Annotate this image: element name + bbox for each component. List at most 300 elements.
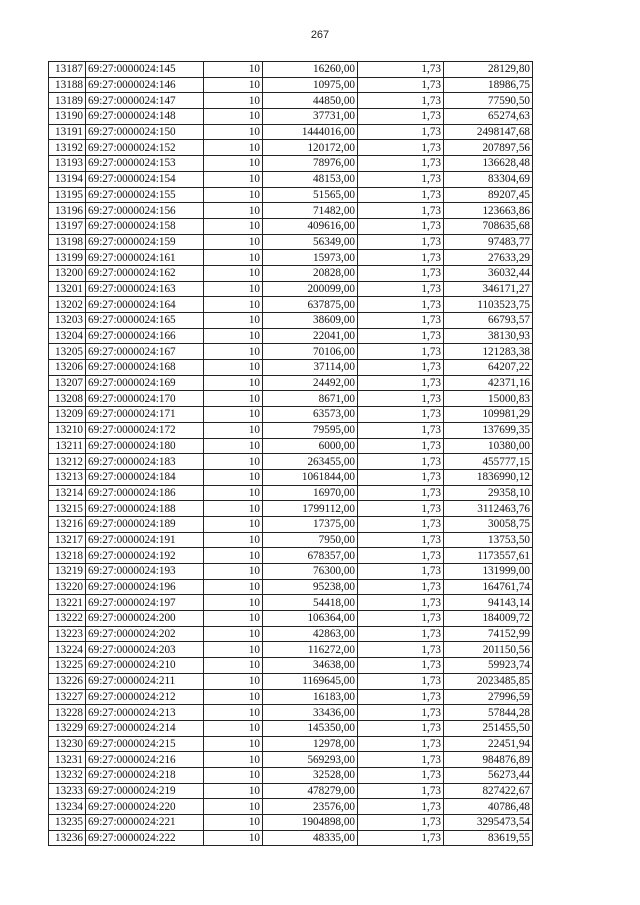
value-cell: 97483,77 — [444, 234, 533, 250]
area-cell: 48153,00 — [263, 171, 358, 187]
table-row — [49, 187, 533, 203]
table-row — [49, 422, 533, 438]
row-number-cell: 13198 — [49, 234, 86, 250]
table-row — [49, 171, 533, 187]
area-cell: 263455,00 — [263, 454, 358, 470]
row-number-cell: 13235 — [49, 815, 86, 831]
coefficient-cell: 1,73 — [358, 265, 444, 281]
value-cell: 123663,86 — [444, 203, 533, 219]
value-cell: 74152,99 — [444, 626, 533, 642]
coefficient-cell: 1,73 — [358, 77, 444, 93]
value-cell: 56273,44 — [444, 767, 533, 783]
rate-cell: 10 — [204, 281, 263, 297]
coefficient-cell: 1,73 — [358, 799, 444, 815]
table-row — [49, 454, 533, 470]
rate-cell: 10 — [204, 720, 263, 736]
area-cell: 145350,00 — [263, 720, 358, 736]
area-cell: 16970,00 — [263, 485, 358, 501]
value-cell: 59923,74 — [444, 658, 533, 674]
table-row — [49, 767, 533, 783]
area-cell: 95238,00 — [263, 579, 358, 595]
table-row — [49, 375, 533, 391]
cadastral-number-cell: 69:27:0000024:220 — [86, 799, 204, 815]
rate-cell: 10 — [204, 830, 263, 846]
coefficient-cell: 1,73 — [358, 705, 444, 721]
coefficient-cell: 1,73 — [358, 171, 444, 187]
coefficient-cell: 1,73 — [358, 673, 444, 689]
coefficient-cell: 1,73 — [358, 564, 444, 580]
value-cell: 89207,45 — [444, 187, 533, 203]
area-cell: 38609,00 — [263, 313, 358, 329]
cadastral-number-cell: 69:27:0000024:161 — [86, 250, 204, 266]
row-number-cell: 13194 — [49, 171, 86, 187]
cadastral-number-cell: 69:27:0000024:221 — [86, 815, 204, 831]
area-cell: 16183,00 — [263, 689, 358, 705]
row-number-cell: 13229 — [49, 720, 86, 736]
value-cell: 27633,29 — [444, 250, 533, 266]
cadastral-number-cell: 69:27:0000024:215 — [86, 736, 204, 752]
table-row — [49, 313, 533, 329]
cadastral-number-cell: 69:27:0000024:203 — [86, 642, 204, 658]
cadastral-number-cell: 69:27:0000024:152 — [86, 140, 204, 156]
table-row — [49, 673, 533, 689]
rate-cell: 10 — [204, 93, 263, 109]
value-cell: 346171,27 — [444, 281, 533, 297]
row-number-cell: 13203 — [49, 313, 86, 329]
area-cell: 1169645,00 — [263, 673, 358, 689]
coefficient-cell: 1,73 — [358, 328, 444, 344]
table-body — [49, 62, 533, 846]
row-number-cell: 13192 — [49, 140, 86, 156]
table-row — [49, 799, 533, 815]
table-row — [49, 218, 533, 234]
table-row — [49, 140, 533, 156]
rate-cell: 10 — [204, 548, 263, 564]
coefficient-cell: 1,73 — [358, 736, 444, 752]
value-cell: 455777,15 — [444, 454, 533, 470]
cadastral-number-cell: 69:27:0000024:180 — [86, 438, 204, 454]
row-number-cell: 13228 — [49, 705, 86, 721]
rate-cell: 10 — [204, 673, 263, 689]
cadastral-number-cell: 69:27:0000024:197 — [86, 595, 204, 611]
row-number-cell: 13216 — [49, 516, 86, 532]
coefficient-cell: 1,73 — [358, 344, 444, 360]
rate-cell: 10 — [204, 344, 263, 360]
rate-cell: 10 — [204, 564, 263, 580]
area-cell: 12978,00 — [263, 736, 358, 752]
coefficient-cell: 1,73 — [358, 579, 444, 595]
row-number-cell: 13190 — [49, 109, 86, 125]
area-cell: 37114,00 — [263, 360, 358, 376]
table-row — [49, 752, 533, 768]
cadastral-number-cell: 69:27:0000024:163 — [86, 281, 204, 297]
value-cell: 30058,75 — [444, 516, 533, 532]
row-number-cell: 13188 — [49, 77, 86, 93]
cadastral-number-cell: 69:27:0000024:218 — [86, 767, 204, 783]
rate-cell: 10 — [204, 124, 263, 140]
coefficient-cell: 1,73 — [358, 595, 444, 611]
table-row — [49, 626, 533, 642]
coefficient-cell: 1,73 — [358, 548, 444, 564]
coefficient-cell: 1,73 — [358, 485, 444, 501]
coefficient-cell: 1,73 — [358, 109, 444, 125]
cadastral-number-cell: 69:27:0000024:158 — [86, 218, 204, 234]
table-row — [49, 297, 533, 313]
area-cell: 33436,00 — [263, 705, 358, 721]
row-number-cell: 13199 — [49, 250, 86, 266]
value-cell: 36032,44 — [444, 265, 533, 281]
rate-cell: 10 — [204, 62, 263, 78]
area-cell: 106364,00 — [263, 611, 358, 627]
row-number-cell: 13200 — [49, 265, 86, 281]
value-cell: 38130,93 — [444, 328, 533, 344]
rate-cell: 10 — [204, 579, 263, 595]
value-cell: 22451,94 — [444, 736, 533, 752]
rate-cell: 10 — [204, 375, 263, 391]
table-row — [49, 830, 533, 846]
value-cell: 2498147,68 — [444, 124, 533, 140]
area-cell: 63573,00 — [263, 407, 358, 423]
rate-cell: 10 — [204, 77, 263, 93]
rate-cell: 10 — [204, 203, 263, 219]
rate-cell: 10 — [204, 297, 263, 313]
coefficient-cell: 1,73 — [358, 689, 444, 705]
table-row — [49, 360, 533, 376]
cadastral-number-cell: 69:27:0000024:202 — [86, 626, 204, 642]
cadastral-number-cell: 69:27:0000024:170 — [86, 391, 204, 407]
table-row — [49, 469, 533, 485]
rate-cell: 10 — [204, 611, 263, 627]
cadastral-number-cell: 69:27:0000024:210 — [86, 658, 204, 674]
value-cell: 121283,38 — [444, 344, 533, 360]
cadastral-number-cell: 69:27:0000024:169 — [86, 375, 204, 391]
rate-cell: 10 — [204, 156, 263, 172]
coefficient-cell: 1,73 — [358, 611, 444, 627]
area-cell: 44850,00 — [263, 93, 358, 109]
rate-cell: 10 — [204, 815, 263, 831]
cadastral-number-cell: 69:27:0000024:156 — [86, 203, 204, 219]
cadastral-number-cell: 69:27:0000024:211 — [86, 673, 204, 689]
table-row — [49, 281, 533, 297]
cadastral-number-cell: 69:27:0000024:212 — [86, 689, 204, 705]
value-cell: 83304,69 — [444, 171, 533, 187]
table-row — [49, 642, 533, 658]
cadastral-number-cell: 69:27:0000024:191 — [86, 532, 204, 548]
value-cell: 83619,55 — [444, 830, 533, 846]
area-cell: 7950,00 — [263, 532, 358, 548]
value-cell: 10380,00 — [444, 438, 533, 454]
value-cell: 28129,80 — [444, 62, 533, 78]
value-cell: 164761,74 — [444, 579, 533, 595]
rate-cell: 10 — [204, 689, 263, 705]
row-number-cell: 13197 — [49, 218, 86, 234]
table-row — [49, 516, 533, 532]
row-number-cell: 13213 — [49, 469, 86, 485]
coefficient-cell: 1,73 — [358, 767, 444, 783]
area-cell: 70106,00 — [263, 344, 358, 360]
rate-cell: 10 — [204, 658, 263, 674]
value-cell: 13753,50 — [444, 532, 533, 548]
table-row — [49, 250, 533, 266]
rate-cell: 10 — [204, 250, 263, 266]
cadastral-number-cell: 69:27:0000024:167 — [86, 344, 204, 360]
rate-cell: 10 — [204, 595, 263, 611]
row-number-cell: 13224 — [49, 642, 86, 658]
row-number-cell: 13222 — [49, 611, 86, 627]
cadastral-number-cell: 69:27:0000024:153 — [86, 156, 204, 172]
cadastral-number-cell: 69:27:0000024:172 — [86, 422, 204, 438]
cadastral-number-cell: 69:27:0000024:219 — [86, 783, 204, 799]
cadastral-number-cell: 69:27:0000024:192 — [86, 548, 204, 564]
value-cell: 27996,59 — [444, 689, 533, 705]
value-cell: 251455,50 — [444, 720, 533, 736]
coefficient-cell: 1,73 — [358, 62, 444, 78]
value-cell: 57844,28 — [444, 705, 533, 721]
row-number-cell: 13223 — [49, 626, 86, 642]
row-number-cell: 13189 — [49, 93, 86, 109]
coefficient-cell: 1,73 — [358, 375, 444, 391]
cadastral-number-cell: 69:27:0000024:148 — [86, 109, 204, 125]
area-cell: 478279,00 — [263, 783, 358, 799]
table-row — [49, 124, 533, 140]
coefficient-cell: 1,73 — [358, 516, 444, 532]
coefficient-cell: 1,73 — [358, 642, 444, 658]
value-cell: 207897,56 — [444, 140, 533, 156]
rate-cell: 10 — [204, 187, 263, 203]
area-cell: 16260,00 — [263, 62, 358, 78]
table-row — [49, 705, 533, 721]
cadastral-number-cell: 69:27:0000024:159 — [86, 234, 204, 250]
area-cell: 24492,00 — [263, 375, 358, 391]
row-number-cell: 13220 — [49, 579, 86, 595]
area-cell: 48335,00 — [263, 830, 358, 846]
cadastral-number-cell: 69:27:0000024:171 — [86, 407, 204, 423]
row-number-cell: 13215 — [49, 501, 86, 517]
row-number-cell: 13210 — [49, 422, 86, 438]
value-cell: 184009,72 — [444, 611, 533, 627]
area-cell: 1061844,00 — [263, 469, 358, 485]
area-cell: 20828,00 — [263, 265, 358, 281]
coefficient-cell: 1,73 — [358, 830, 444, 846]
row-number-cell: 13212 — [49, 454, 86, 470]
value-cell: 1173557,61 — [444, 548, 533, 564]
coefficient-cell: 1,73 — [358, 391, 444, 407]
area-cell: 637875,00 — [263, 297, 358, 313]
coefficient-cell: 1,73 — [358, 532, 444, 548]
row-number-cell: 13218 — [49, 548, 86, 564]
coefficient-cell: 1,73 — [358, 454, 444, 470]
rate-cell: 10 — [204, 218, 263, 234]
row-number-cell: 13209 — [49, 407, 86, 423]
area-cell: 23576,00 — [263, 799, 358, 815]
rate-cell: 10 — [204, 469, 263, 485]
value-cell: 708635,68 — [444, 218, 533, 234]
rate-cell: 10 — [204, 140, 263, 156]
cadastral-number-cell: 69:27:0000024:188 — [86, 501, 204, 517]
table-row — [49, 344, 533, 360]
cadastral-number-cell: 69:27:0000024:193 — [86, 564, 204, 580]
cadastral-number-cell: 69:27:0000024:150 — [86, 124, 204, 140]
cadastral-table — [48, 61, 533, 846]
value-cell: 137699,35 — [444, 422, 533, 438]
coefficient-cell: 1,73 — [358, 501, 444, 517]
area-cell: 78976,00 — [263, 156, 358, 172]
cadastral-number-cell: 69:27:0000024:213 — [86, 705, 204, 721]
row-number-cell: 13201 — [49, 281, 86, 297]
table-row — [49, 658, 533, 674]
table-row — [49, 62, 533, 78]
area-cell: 22041,00 — [263, 328, 358, 344]
cadastral-number-cell: 69:27:0000024:222 — [86, 830, 204, 846]
value-cell: 42371,16 — [444, 375, 533, 391]
table-row — [49, 156, 533, 172]
table-row — [49, 77, 533, 93]
value-cell: 1103523,75 — [444, 297, 533, 313]
rate-cell: 10 — [204, 642, 263, 658]
value-cell: 40786,48 — [444, 799, 533, 815]
row-number-cell: 13191 — [49, 124, 86, 140]
row-number-cell: 13204 — [49, 328, 86, 344]
table-row — [49, 548, 533, 564]
rate-cell: 10 — [204, 799, 263, 815]
cadastral-number-cell: 69:27:0000024:154 — [86, 171, 204, 187]
table-row — [49, 815, 533, 831]
table-row — [49, 234, 533, 250]
cadastral-number-cell: 69:27:0000024:214 — [86, 720, 204, 736]
row-number-cell: 13233 — [49, 783, 86, 799]
area-cell: 1799112,00 — [263, 501, 358, 517]
cadastral-number-cell: 69:27:0000024:146 — [86, 77, 204, 93]
coefficient-cell: 1,73 — [358, 407, 444, 423]
rate-cell: 10 — [204, 783, 263, 799]
area-cell: 17375,00 — [263, 516, 358, 532]
row-number-cell: 13230 — [49, 736, 86, 752]
coefficient-cell: 1,73 — [358, 281, 444, 297]
coefficient-cell: 1,73 — [358, 156, 444, 172]
rate-cell: 10 — [204, 532, 263, 548]
area-cell: 79595,00 — [263, 422, 358, 438]
row-number-cell: 13232 — [49, 767, 86, 783]
table-row — [49, 485, 533, 501]
coefficient-cell: 1,73 — [358, 626, 444, 642]
row-number-cell: 13226 — [49, 673, 86, 689]
coefficient-cell: 1,73 — [358, 203, 444, 219]
cadastral-number-cell: 69:27:0000024:196 — [86, 579, 204, 595]
row-number-cell: 13206 — [49, 360, 86, 376]
value-cell: 136628,48 — [444, 156, 533, 172]
cadastral-number-cell: 69:27:0000024:216 — [86, 752, 204, 768]
table-row — [49, 438, 533, 454]
area-cell: 1904898,00 — [263, 815, 358, 831]
area-cell: 56349,00 — [263, 234, 358, 250]
value-cell: 131999,00 — [444, 564, 533, 580]
table-row — [49, 203, 533, 219]
area-cell: 6000,00 — [263, 438, 358, 454]
area-cell: 37731,00 — [263, 109, 358, 125]
rate-cell: 10 — [204, 171, 263, 187]
cadastral-number-cell: 69:27:0000024:166 — [86, 328, 204, 344]
rate-cell: 10 — [204, 767, 263, 783]
row-number-cell: 13234 — [49, 799, 86, 815]
area-cell: 116272,00 — [263, 642, 358, 658]
cadastral-number-cell: 69:27:0000024:162 — [86, 265, 204, 281]
coefficient-cell: 1,73 — [358, 124, 444, 140]
rate-cell: 10 — [204, 736, 263, 752]
coefficient-cell: 1,73 — [358, 297, 444, 313]
coefficient-cell: 1,73 — [358, 752, 444, 768]
rate-cell: 10 — [204, 501, 263, 517]
table-row — [49, 109, 533, 125]
cadastral-number-cell: 69:27:0000024:145 — [86, 62, 204, 78]
table-row — [49, 736, 533, 752]
row-number-cell: 13207 — [49, 375, 86, 391]
value-cell: 984876,89 — [444, 752, 533, 768]
area-cell: 10975,00 — [263, 77, 358, 93]
value-cell: 827422,67 — [444, 783, 533, 799]
coefficient-cell: 1,73 — [358, 234, 444, 250]
row-number-cell: 13221 — [49, 595, 86, 611]
area-cell: 409616,00 — [263, 218, 358, 234]
cadastral-number-cell: 69:27:0000024:168 — [86, 360, 204, 376]
coefficient-cell: 1,73 — [358, 815, 444, 831]
area-cell: 569293,00 — [263, 752, 358, 768]
row-number-cell: 13205 — [49, 344, 86, 360]
row-number-cell: 13187 — [49, 62, 86, 78]
row-number-cell: 13195 — [49, 187, 86, 203]
area-cell: 76300,00 — [263, 564, 358, 580]
row-number-cell: 13217 — [49, 532, 86, 548]
table-row — [49, 579, 533, 595]
cadastral-number-cell: 69:27:0000024:183 — [86, 454, 204, 470]
table-row — [49, 783, 533, 799]
area-cell: 71482,00 — [263, 203, 358, 219]
rate-cell: 10 — [204, 234, 263, 250]
rate-cell: 10 — [204, 109, 263, 125]
value-cell: 3295473,54 — [444, 815, 533, 831]
table-row — [49, 93, 533, 109]
rate-cell: 10 — [204, 705, 263, 721]
rate-cell: 10 — [204, 328, 263, 344]
value-cell: 109981,29 — [444, 407, 533, 423]
table-row — [49, 595, 533, 611]
area-cell: 15973,00 — [263, 250, 358, 266]
area-cell: 678357,00 — [263, 548, 358, 564]
value-cell: 2023485,85 — [444, 673, 533, 689]
table-row — [49, 407, 533, 423]
row-number-cell: 13193 — [49, 156, 86, 172]
coefficient-cell: 1,73 — [358, 438, 444, 454]
rate-cell: 10 — [204, 422, 263, 438]
value-cell: 3112463,76 — [444, 501, 533, 517]
rate-cell: 10 — [204, 313, 263, 329]
row-number-cell: 13214 — [49, 485, 86, 501]
coefficient-cell: 1,73 — [358, 140, 444, 156]
row-number-cell: 13227 — [49, 689, 86, 705]
value-cell: 64207,22 — [444, 360, 533, 376]
coefficient-cell: 1,73 — [358, 250, 444, 266]
rate-cell: 10 — [204, 626, 263, 642]
cadastral-number-cell: 69:27:0000024:184 — [86, 469, 204, 485]
rate-cell: 10 — [204, 752, 263, 768]
area-cell: 1444016,00 — [263, 124, 358, 140]
area-cell: 32528,00 — [263, 767, 358, 783]
table-row — [49, 532, 533, 548]
rate-cell: 10 — [204, 391, 263, 407]
table-row — [49, 501, 533, 517]
coefficient-cell: 1,73 — [358, 469, 444, 485]
table-row — [49, 564, 533, 580]
value-cell: 77590,50 — [444, 93, 533, 109]
